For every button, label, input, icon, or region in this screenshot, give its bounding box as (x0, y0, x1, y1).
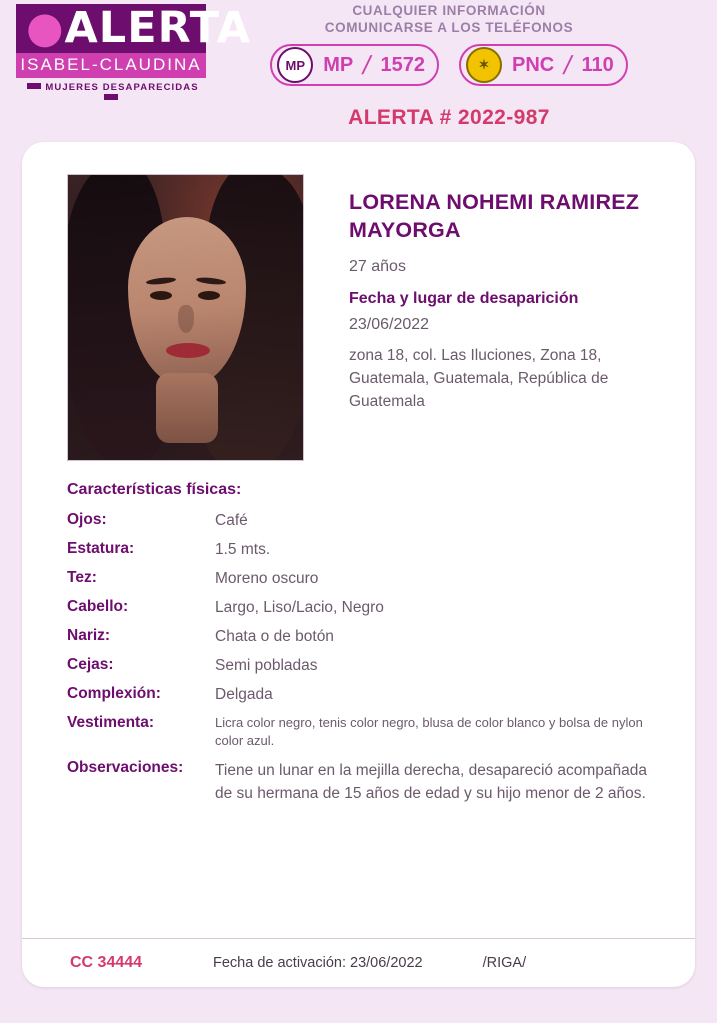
characteristic-row-skin (67, 569, 695, 589)
person-info (304, 174, 695, 461)
observations-value: Tiene un lunar en la mejilla derecha, desapareció acompañada de su hermana de 15 años de edad y su hijo menor de 2 años. (215, 762, 647, 802)
alerta-logo-tagline (16, 78, 206, 104)
disappearance-label: Fecha y lugar de desaparición (349, 290, 579, 307)
person-photo (67, 174, 304, 461)
characteristic-row-build (67, 685, 695, 705)
photo-eye-right (198, 291, 220, 300)
alert-header (0, 0, 717, 129)
alerta-logo-glyph: ● (26, 3, 65, 53)
disappearance-date: 23/06/2022 (349, 316, 430, 333)
characteristic-row-nose (67, 627, 695, 647)
phone-pill-pnc[interactable] (459, 44, 628, 86)
characteristic-label: Cejas: (67, 656, 114, 673)
contact-block (214, 2, 684, 86)
footer-riga: /RIGA/ (482, 955, 527, 971)
characteristic-label: Ojos: (67, 511, 107, 528)
pnc-badge-icon: ✶ (466, 47, 502, 83)
phone-pill-mp[interactable] (270, 44, 439, 86)
tagline-bar-left (27, 83, 41, 89)
alert-number: ALERTA # 2022-987 (348, 106, 550, 129)
mp-label: MP (323, 53, 354, 76)
photo-neck (156, 373, 218, 443)
characteristic-label: Complexión: (67, 685, 161, 702)
info-line-1: CUALQUIER INFORMACIÓN (352, 3, 546, 18)
alerta-logo-title-text: ALERTA (64, 3, 252, 53)
card-footer (22, 938, 695, 987)
characteristic-value: Moreno oscuro (215, 570, 319, 587)
characteristic-value: 1.5 mts. (215, 541, 271, 558)
footer-cc: CC 34444 (70, 954, 143, 971)
characteristic-label: Tez: (67, 569, 97, 586)
characteristic-value: Café (215, 512, 248, 529)
characteristic-row-clothing (67, 714, 695, 750)
pnc-number: 110 (581, 53, 614, 76)
pnc-label: PNC (512, 53, 555, 76)
characteristic-value: Chata o de botón (215, 628, 334, 645)
characteristic-value: Largo, Liso/Lacio, Negro (215, 599, 384, 616)
characteristic-row-hair (67, 598, 695, 618)
tagline-bar-right (104, 94, 118, 100)
characteristic-row-observations (67, 759, 695, 805)
photo-lips (166, 343, 210, 358)
characteristic-row-eyebrows (67, 656, 695, 676)
alerta-logo-title (16, 3, 252, 53)
person-summary (22, 142, 695, 461)
characteristic-value: Delgada (215, 686, 273, 703)
phone-pill-group (214, 44, 684, 86)
person-name: LORENA NOHEMI RAMIREZ MAYORGA (349, 190, 640, 242)
disappearance-place: zona 18, col. Las Iluciones, Zona 18, Guatemala, Guatemala, República de Guatemala (349, 347, 609, 410)
footer-activation-date: Fecha de activación: 23/06/2022 (213, 955, 423, 971)
characteristic-value: Semi pobladas (215, 657, 318, 674)
characteristics-title: Características físicas: (67, 481, 242, 498)
mp-separator-icon: / (360, 49, 374, 80)
person-age: 27 años (349, 258, 406, 275)
alerta-logo (16, 3, 252, 104)
observations-label: Observaciones: (67, 759, 184, 776)
info-line-2: COMUNICARSE A LOS TELÉFONOS (324, 20, 574, 35)
mp-badge-icon: MP (277, 47, 313, 83)
photo-eye-left (150, 291, 172, 300)
mp-number: 1572 (380, 53, 425, 76)
characteristic-value: Licra color negro, tenis color negro, blusa de color blanco y bolsa de nylon color azul. (215, 715, 643, 748)
pnc-separator-icon: / (561, 49, 575, 80)
photo-nose (178, 305, 194, 333)
physical-characteristics (22, 461, 695, 805)
characteristic-label: Nariz: (67, 627, 111, 644)
characteristic-label: Estatura: (67, 540, 135, 557)
characteristic-label: Cabello: (67, 598, 129, 615)
alerta-logo-subtitle: ISABEL-CLAUDINA (16, 53, 206, 78)
characteristic-row-eyes (67, 511, 695, 531)
alerta-logo-tagline-text: MUJERES DESAPARECIDAS (45, 82, 199, 93)
alert-card (22, 142, 695, 987)
characteristic-row-height (67, 540, 695, 560)
characteristic-label: Vestimenta: (67, 714, 155, 731)
